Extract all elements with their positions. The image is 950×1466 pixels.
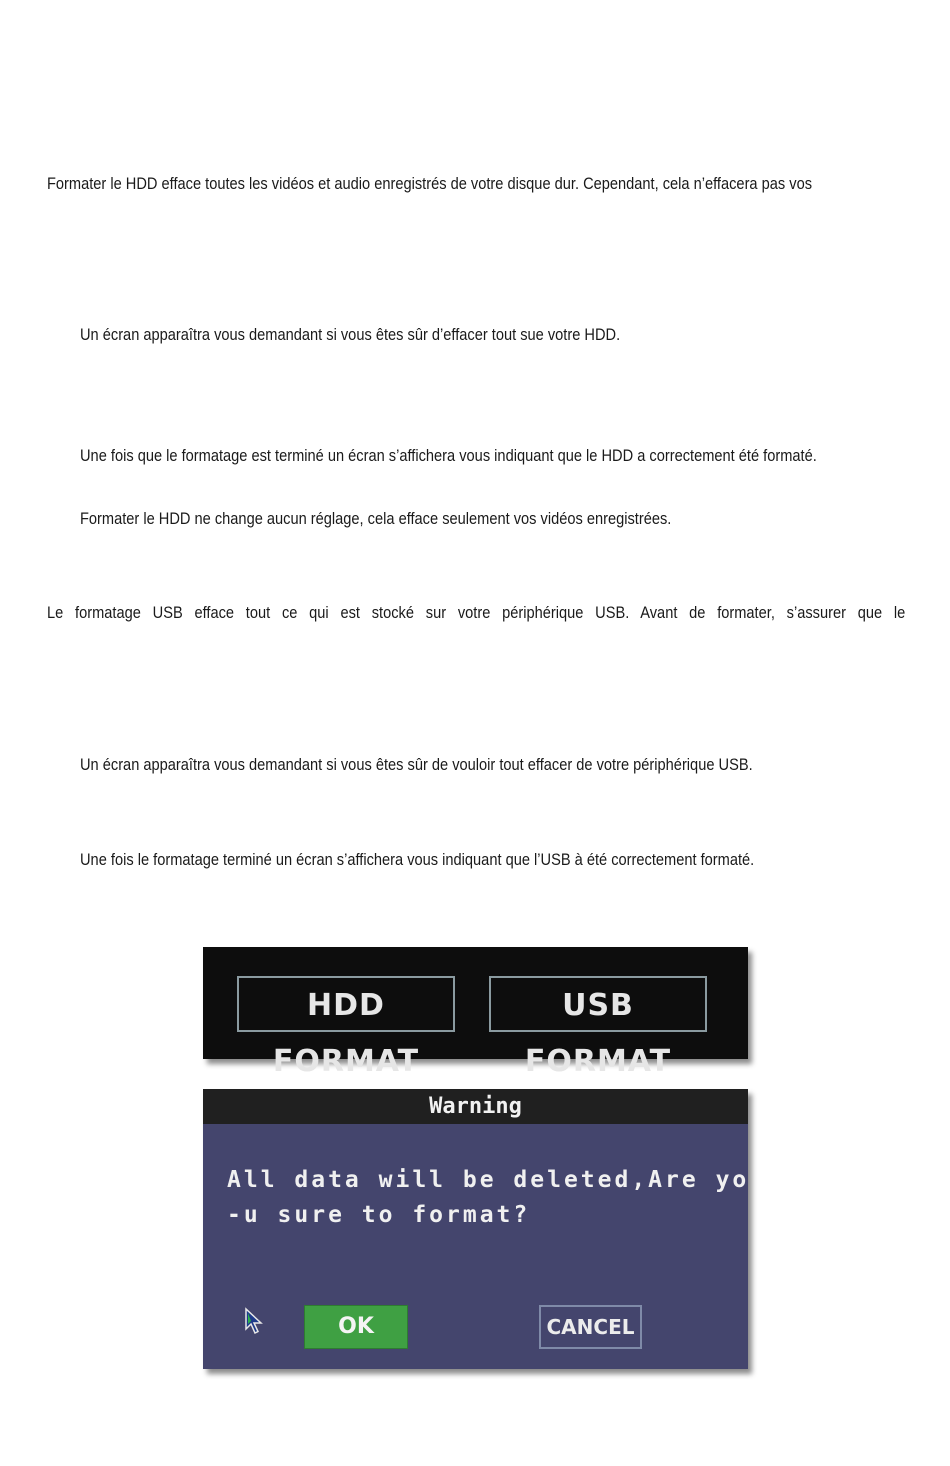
- usb-done-text: Une fois le formatage terminé un écran s’affichera vous indiquant que l’USB à été correctement formaté.: [80, 850, 755, 869]
- hdd-done-text: Une fois que le formatage est terminé un écran s’affichera vous indiquant que le HDD a correctement été formaté.: [80, 446, 817, 465]
- usb-confirm-text: Un écran apparaîtra vous demandant si vous êtes sûr de vouloir tout effacer de votre périphérique USB.: [80, 755, 753, 774]
- warning-dialog: [203, 1089, 748, 1369]
- hdd-intro-text: Formater le HDD efface toutes les vidéos et audio enregistrés de votre disque dur. Cependant, cela n’effacera pas vos: [47, 174, 813, 193]
- dialog-message-line1: All data will be deleted,Are yo: [227, 1167, 750, 1193]
- cancel-button[interactable]: CANCEL: [539, 1305, 642, 1349]
- hdd-format-button[interactable]: HDD FORMAT: [237, 976, 455, 1032]
- dialog-title: Warning: [203, 1089, 748, 1124]
- usb-intro-text: Le formatage USB efface tout ce qui est stocké sur votre périphérique USB. Avant de formater, s’assurer que le: [47, 603, 906, 622]
- usb-format-button[interactable]: USB FORMAT: [489, 976, 707, 1032]
- ok-button[interactable]: OK: [304, 1305, 408, 1349]
- hdd-note-text: Formater le HDD ne change aucun réglage, cela efface seulement vos vidéos enregistrées.: [80, 509, 672, 528]
- mouse-pointer-icon: [243, 1307, 265, 1337]
- dialog-message-line2: -u sure to format?: [227, 1202, 531, 1228]
- hdd-confirm-text: Un écran apparaîtra vous demandant si vous êtes sûr d’effacer tout sue votre HDD.: [80, 325, 621, 344]
- format-menu-screenshot: [203, 947, 748, 1079]
